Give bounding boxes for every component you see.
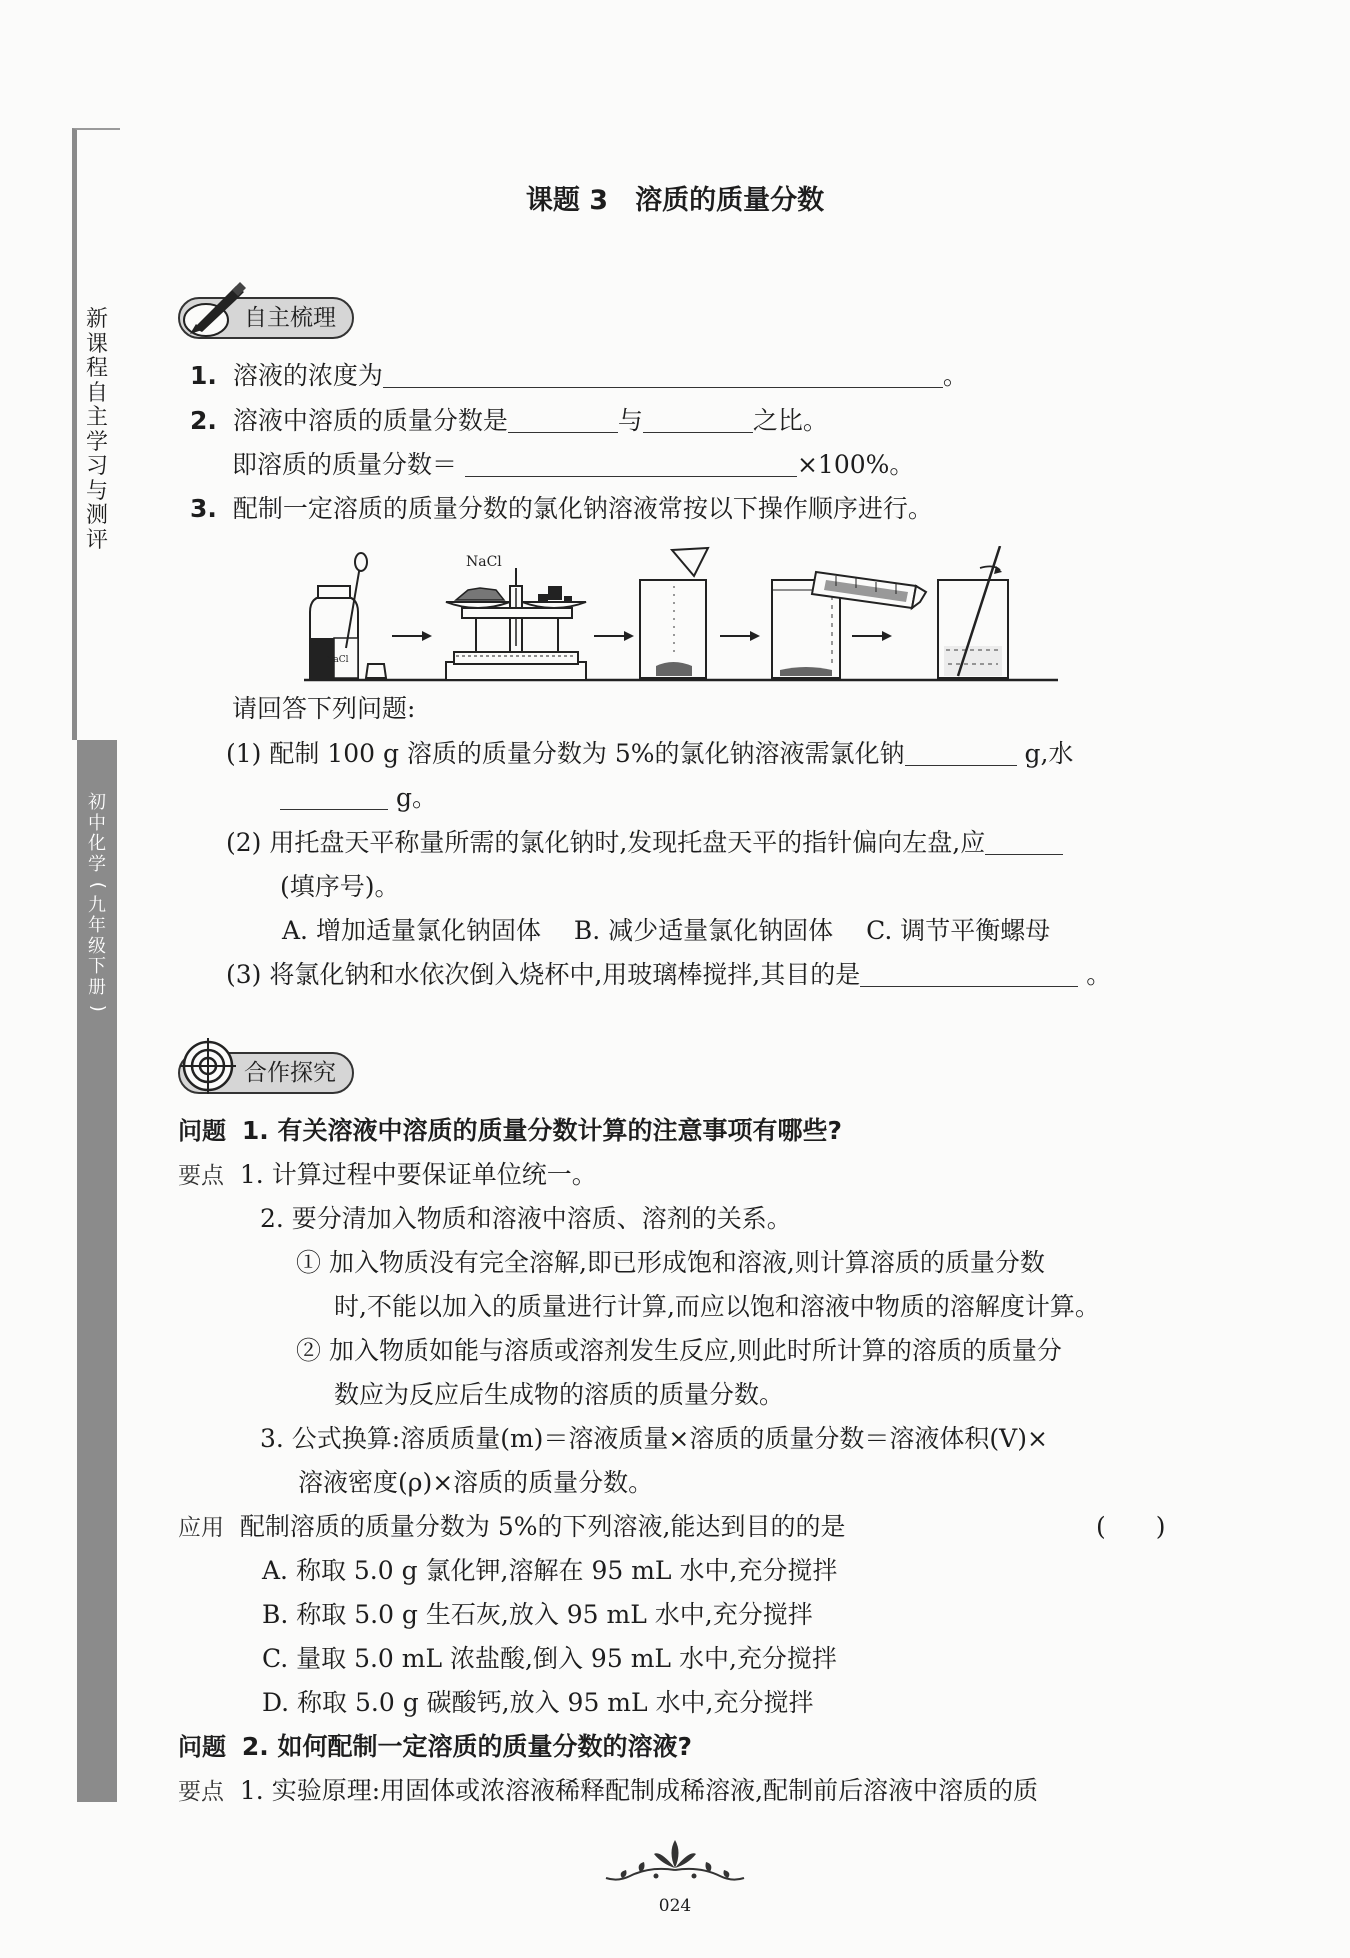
experiment-procedure-figure	[296, 546, 1066, 686]
answer-blank[interactable]	[383, 361, 943, 388]
answer-blank[interactable]	[860, 960, 1078, 987]
pen-icon	[176, 276, 256, 340]
arrow-icon	[720, 631, 760, 641]
key-point-3: 3. 公式换算:溶质质量(m)＝溶液质量×溶质的质量分数＝溶液体积(V)×	[260, 1424, 1048, 1453]
answer-blank[interactable]	[985, 828, 1063, 855]
arrow-icon	[594, 631, 634, 641]
sub-question-1-cont: g。	[280, 781, 437, 815]
arrow-icon	[852, 631, 892, 641]
problem-2-heading: 问题 2. 如何配制一定溶质的质量分数的溶液?	[178, 1732, 693, 1761]
application-question: 应用 配制溶质的质量分数为 5%的下列溶液,能达到目的的是	[178, 1512, 846, 1541]
option-d[interactable]: D. 称取 5.0 g 碳酸钙,放入 95 mL 水中,充分搅拌	[262, 1688, 814, 1717]
question-3: 3. 配制一定溶质的质量分数的氯化钠溶液常按以下操作顺序进行。	[190, 494, 933, 523]
weight-icon	[366, 664, 386, 678]
question-1: 1. 溶液的浓度为 。	[190, 361, 968, 390]
balance-icon	[446, 568, 586, 680]
page-number: 024	[658, 1896, 692, 1916]
key-point-2-1: ① 加入物质没有完全溶解,即已形成饱和溶液,则计算溶质的质量分数	[296, 1248, 1045, 1277]
answer-blank[interactable]	[905, 739, 1017, 766]
balance-label: NaCl	[466, 554, 502, 570]
key-point-1: 要点 1. 计算过程中要保证单位统一。	[178, 1160, 597, 1189]
key-point-2-2: ② 加入物质如能与溶质或溶剂发生反应,则此时所计算的溶质的质量分	[296, 1336, 1062, 1365]
side-tab-top-label: 新 课 程 自 主 学 习 与 测 评	[85, 307, 108, 553]
section-badge-label: 合作探究	[244, 1060, 336, 1086]
sub-question-2-options: A. 增加适量氯化钠固体 B. 减少适量氯化钠固体 C. 调节平衡螺母	[282, 916, 1051, 945]
question-2: 2. 溶液中溶质的质量分数是 与 之比。	[190, 406, 828, 435]
answer-blank[interactable]	[508, 406, 618, 433]
section-badge-label: 自主梳理	[244, 305, 336, 331]
option-c[interactable]: C. 量取 5.0 mL 浓盐酸,倒入 95 mL 水中,充分搅拌	[262, 1644, 837, 1673]
key-point-2-1-line: 要点 1. 实验原理:用固体或浓溶液稀释配制成稀溶液,配制前后溶液中溶质的质	[178, 1776, 1039, 1805]
beaker-icon	[640, 548, 708, 678]
option-a[interactable]: A. 称取 5.0 g 氯化钾,溶解在 95 mL 水中,充分搅拌	[262, 1556, 838, 1585]
key-point-2-2-cont: 数应为反应后生成物的溶质的质量分数。	[334, 1380, 785, 1409]
key-point-2: 2. 要分清加入物质和溶液中溶质、溶剂的关系。	[260, 1204, 792, 1233]
answer-prompt: 请回答下列问题:	[232, 694, 416, 723]
key-point-3-cont: 溶液密度(ρ)×溶质的质量分数。	[298, 1468, 654, 1497]
answer-blank[interactable]	[643, 406, 753, 433]
target-icon	[178, 1032, 240, 1094]
beaker-icon	[938, 546, 1008, 678]
sub-question-2-cont: (填序号)。	[280, 872, 400, 901]
side-tab-bottom-label: 初 中 化 学 ( 九 年 级 下 册 )	[87, 792, 109, 1012]
answer-blank[interactable]	[465, 450, 797, 477]
jar-label: NaCl	[325, 655, 349, 665]
sub-question-2: (2) 用托盘天平称量所需的氯化钠时,发现托盘天平的指针偏向左盘,应	[226, 826, 1063, 860]
sub-question-3: (3) 将氯化钠和水依次倒入烧杯中,用玻璃棒搅拌,其目的是 。	[226, 960, 1112, 989]
answer-blank[interactable]	[280, 783, 388, 810]
key-point-2-1-cont: 时,不能以加入的质量进行计算,而应以饱和溶液中物质的溶解度计算。	[334, 1292, 1100, 1321]
option-b[interactable]: B. 称取 5.0 g 生石灰,放入 95 mL 水中,充分搅拌	[262, 1600, 813, 1629]
sub-question-1: (1) 配制 100 g 溶质的质量分数为 5%的氯化钠溶液需氯化钠 g,水	[226, 739, 1074, 768]
arrow-icon	[392, 631, 432, 641]
floral-ornament-icon	[600, 1830, 750, 1890]
question-2-formula: 即溶质的质量分数＝ ×100%。	[232, 450, 915, 479]
answer-parentheses[interactable]: ( )	[1096, 1512, 1166, 1541]
problem-1-heading: 问题 1. 有关溶液中溶质的质量分数计算的注意事项有哪些?	[178, 1116, 843, 1145]
page-title: 课题 3 溶质的质量分数	[525, 185, 825, 216]
